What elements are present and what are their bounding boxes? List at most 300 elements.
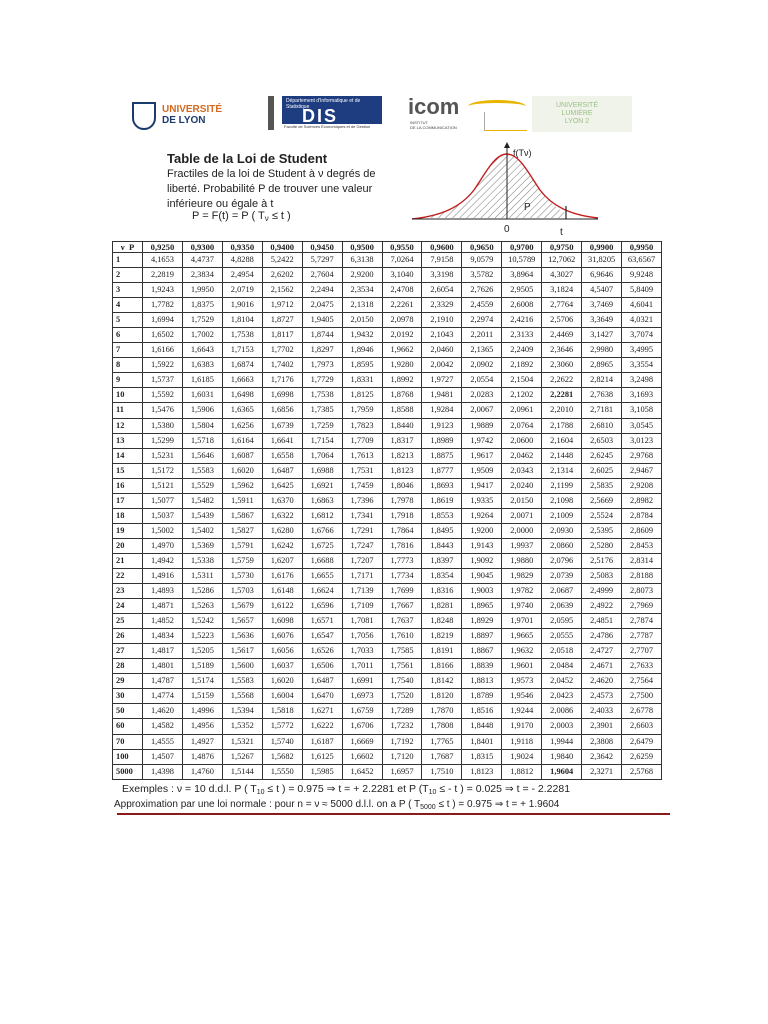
dof-cell: 100 — [113, 749, 143, 764]
value-cell: 2,0600 — [502, 433, 542, 448]
value-cell: 1,7823 — [342, 418, 382, 433]
value-cell: 2,0555 — [542, 629, 582, 644]
column-header: 0,9750 — [542, 242, 582, 253]
value-cell: 2,0484 — [542, 659, 582, 674]
value-cell: 1,5121 — [143, 478, 183, 493]
value-cell: 1,5583 — [182, 463, 222, 478]
value-cell: 1,5737 — [143, 373, 183, 388]
value-cell: 1,6004 — [262, 689, 302, 704]
value-cell: 1,7120 — [382, 749, 422, 764]
value-cell: 1,4927 — [182, 734, 222, 749]
value-cell: 2,7969 — [622, 599, 662, 614]
value-cell: 1,7870 — [422, 704, 462, 719]
value-cell: 1,8142 — [422, 674, 462, 689]
value-cell: 1,7232 — [382, 719, 422, 734]
definition-formula: P = F(t) = P ( $T_\nu \le t$ ) — [192, 210, 291, 223]
value-cell: 1,9782 — [502, 584, 542, 599]
dof-cell: 20 — [113, 538, 143, 553]
value-cell: 2,4033 — [582, 704, 622, 719]
value-cell: 1,7709 — [342, 433, 382, 448]
value-cell: 1,8875 — [422, 448, 462, 463]
value-cell: 7,9158 — [422, 253, 462, 268]
value-cell: 2,3133 — [502, 328, 542, 343]
value-cell: 1,6498 — [222, 388, 262, 403]
value-cell: 1,7531 — [342, 463, 382, 478]
value-cell: 1,6596 — [302, 599, 342, 614]
dof-cell: 8 — [113, 358, 143, 373]
value-cell: 1,9740 — [502, 599, 542, 614]
value-cell: 1,6643 — [182, 343, 222, 358]
value-cell: 2,0475 — [302, 298, 342, 313]
value-cell: 2,8188 — [622, 568, 662, 583]
value-cell: 1,6020 — [262, 674, 302, 689]
value-cell: 9,9248 — [622, 268, 662, 283]
dof-cell: 12 — [113, 418, 143, 433]
table-row — [113, 313, 662, 328]
value-cell: 4,0321 — [622, 313, 662, 328]
value-cell: 1,5550 — [262, 764, 302, 779]
value-cell: 3,0123 — [622, 433, 662, 448]
value-cell: 2,1202 — [502, 388, 542, 403]
table-row — [113, 674, 662, 689]
value-cell: 1,9045 — [462, 568, 502, 583]
value-cell: 1,8897 — [462, 629, 502, 644]
value-cell: 3,0545 — [622, 418, 662, 433]
value-cell: 2,1318 — [342, 298, 382, 313]
value-cell: 1,7341 — [342, 508, 382, 523]
value-cell: 1,9244 — [502, 704, 542, 719]
value-cell: 1,6526 — [302, 644, 342, 659]
value-cell: 2,7874 — [622, 614, 662, 629]
value-cell: 3,4995 — [622, 343, 662, 358]
value-cell: 2,2261 — [382, 298, 422, 313]
dof-cell: 18 — [113, 508, 143, 523]
value-cell: 1,6874 — [222, 358, 262, 373]
value-cell: 1,6991 — [342, 674, 382, 689]
dof-cell: 17 — [113, 493, 143, 508]
value-cell: 1,7139 — [342, 584, 382, 599]
value-cell: 1,6098 — [262, 614, 302, 629]
value-cell: 2,2819 — [143, 268, 183, 283]
value-cell: 2,4559 — [462, 298, 502, 313]
value-cell: 1,9617 — [462, 448, 502, 463]
value-cell: 1,5867 — [222, 508, 262, 523]
value-cell: 1,5476 — [143, 403, 183, 418]
value-cell: 2,5835 — [582, 478, 622, 493]
value-cell: 1,6988 — [302, 463, 342, 478]
value-cell: 1,9840 — [542, 749, 582, 764]
column-header: 0,9250 — [143, 242, 183, 253]
value-cell: 2,6202 — [262, 268, 302, 283]
dof-cell: 7 — [113, 343, 143, 358]
value-cell: 2,2622 — [542, 373, 582, 388]
value-cell: 5,2422 — [262, 253, 302, 268]
value-cell: 1,7259 — [302, 418, 342, 433]
table-row — [113, 629, 662, 644]
value-cell: 1,6176 — [262, 568, 302, 583]
dof-cell: 13 — [113, 433, 143, 448]
value-cell: 4,1653 — [143, 253, 183, 268]
value-cell: 2,7500 — [622, 689, 662, 704]
value-cell: 2,3901 — [582, 719, 622, 734]
value-cell: 1,7459 — [342, 478, 382, 493]
table-row — [113, 523, 662, 538]
value-cell: 1,5380 — [143, 418, 183, 433]
value-cell: 1,9742 — [462, 433, 502, 448]
value-cell: 1,9950 — [182, 283, 222, 298]
table-row — [113, 283, 662, 298]
value-cell: 2,5669 — [582, 493, 622, 508]
value-cell: 1,8946 — [342, 343, 382, 358]
value-cell: 2,2494 — [302, 283, 342, 298]
value-cell: 6,3138 — [342, 253, 382, 268]
value-cell: 2,5768 — [622, 764, 662, 779]
value-cell: 1,7540 — [382, 674, 422, 689]
logo-text: UNIVERSITÉ — [556, 102, 599, 109]
logo-strip — [128, 96, 640, 136]
value-cell: 1,7291 — [342, 523, 382, 538]
value-cell: 2,0796 — [542, 553, 582, 568]
dof-cell: 5 — [113, 313, 143, 328]
value-cell: 1,6957 — [382, 764, 422, 779]
value-cell: 1,7109 — [342, 599, 382, 614]
value-cell: 1,4774 — [143, 689, 183, 704]
value-cell: 1,6502 — [143, 328, 183, 343]
value-cell: 2,8982 — [622, 493, 662, 508]
value-cell: 1,5159 — [182, 689, 222, 704]
value-cell: 4,6041 — [622, 298, 662, 313]
value-cell: 1,8495 — [422, 523, 462, 538]
value-cell: 3,7469 — [582, 298, 622, 313]
value-cell: 1,6031 — [182, 388, 222, 403]
value-cell: 2,1892 — [502, 358, 542, 373]
value-cell: 1,4871 — [143, 599, 183, 614]
value-cell: 1,6641 — [262, 433, 302, 448]
value-cell: 4,5407 — [582, 283, 622, 298]
value-cell: 1,9573 — [502, 674, 542, 689]
value-cell: 1,9662 — [382, 343, 422, 358]
dof-cell: 6 — [113, 328, 143, 343]
crest-icon — [132, 102, 156, 130]
value-cell: 1,6998 — [262, 388, 302, 403]
value-cell: 3,1693 — [622, 388, 662, 403]
value-cell: 1,8375 — [182, 298, 222, 313]
value-cell: 1,7585 — [382, 644, 422, 659]
value-cell: 2,9208 — [622, 478, 662, 493]
value-cell: 1,4876 — [182, 749, 222, 764]
value-cell: 1,7538 — [222, 328, 262, 343]
value-cell: 3,3198 — [422, 268, 462, 283]
value-cell: 1,7385 — [302, 403, 342, 418]
value-cell: 1,8789 — [462, 689, 502, 704]
graph-area-label: P — [524, 202, 531, 213]
value-cell: 1,5286 — [182, 584, 222, 599]
value-cell: 3,8964 — [502, 268, 542, 283]
value-cell: 4,8288 — [222, 253, 262, 268]
value-cell: 2,4573 — [582, 689, 622, 704]
value-cell: 1,9509 — [462, 463, 502, 478]
logo-text: DIS — [302, 106, 339, 126]
value-cell: 1,9889 — [462, 418, 502, 433]
table-row — [113, 764, 662, 779]
value-cell: 2,0283 — [462, 388, 502, 403]
value-cell: 1,6122 — [262, 599, 302, 614]
value-cell: 1,4852 — [143, 614, 183, 629]
table-row — [113, 644, 662, 659]
value-cell: 2,9980 — [582, 343, 622, 358]
value-cell: 1,6365 — [222, 403, 262, 418]
value-cell: 1,8839 — [462, 659, 502, 674]
value-cell: 2,2281 — [542, 388, 582, 403]
value-cell: 1,6766 — [302, 523, 342, 538]
value-cell: 2,5706 — [542, 313, 582, 328]
value-cell: 2,7638 — [582, 388, 622, 403]
value-cell: 1,5002 — [143, 523, 183, 538]
value-cell: 1,7289 — [382, 704, 422, 719]
value-cell: 1,8397 — [422, 553, 462, 568]
value-cell: 1,5338 — [182, 553, 222, 568]
table-row — [113, 433, 662, 448]
value-cell: 1,7192 — [382, 734, 422, 749]
value-cell: 1,6655 — [302, 568, 342, 583]
value-cell: 2,0067 — [462, 403, 502, 418]
value-cell: 1,6271 — [302, 704, 342, 719]
value-cell: 1,9016 — [222, 298, 262, 313]
value-cell: 2,6810 — [582, 418, 622, 433]
value-cell: 2,1504 — [502, 373, 542, 388]
value-cell: 1,5679 — [222, 599, 262, 614]
value-cell: 1,8317 — [382, 433, 422, 448]
value-cell: 1,6020 — [222, 463, 262, 478]
value-cell: 1,8191 — [422, 644, 462, 659]
value-cell: 1,9264 — [462, 508, 502, 523]
value-cell: 3,7074 — [622, 328, 662, 343]
value-cell: 2,1199 — [542, 478, 582, 493]
dof-cell: 23 — [113, 584, 143, 599]
value-cell: 1,7081 — [342, 614, 382, 629]
table-row — [113, 584, 662, 599]
value-cell: 1,6056 — [262, 644, 302, 659]
table-row — [113, 599, 662, 614]
dof-cell: 2 — [113, 268, 143, 283]
value-cell: 1,7176 — [262, 373, 302, 388]
value-cell: 1,4507 — [143, 749, 183, 764]
value-cell: 2,4786 — [582, 629, 622, 644]
value-cell: 1,6994 — [143, 313, 183, 328]
value-cell: 2,6008 — [502, 298, 542, 313]
column-header: 0,9650 — [462, 242, 502, 253]
value-cell: 1,5311 — [182, 568, 222, 583]
value-cell: 2,0000 — [502, 523, 542, 538]
value-cell: 1,8166 — [422, 659, 462, 674]
dof-cell: 50 — [113, 704, 143, 719]
column-header: 0,9700 — [502, 242, 542, 253]
value-cell: 2,0150 — [502, 493, 542, 508]
value-cell: 1,7808 — [422, 719, 462, 734]
value-cell: 1,9118 — [502, 734, 542, 749]
value-cell: 2,0930 — [542, 523, 582, 538]
value-cell: 1,4555 — [143, 734, 183, 749]
value-cell: 1,8588 — [382, 403, 422, 418]
value-cell: 1,9701 — [502, 614, 542, 629]
dof-cell: 1 — [113, 253, 143, 268]
value-cell: 1,7056 — [342, 629, 382, 644]
value-cell: 1,9546 — [502, 689, 542, 704]
value-cell: 1,9284 — [422, 403, 462, 418]
dof-cell: 21 — [113, 553, 143, 568]
value-cell: 1,8046 — [382, 478, 422, 493]
value-cell: 1,6470 — [302, 689, 342, 704]
value-cell: 1,5759 — [222, 553, 262, 568]
value-cell: 2,4999 — [582, 584, 622, 599]
value-cell: 1,4834 — [143, 629, 183, 644]
value-cell: 1,5682 — [262, 749, 302, 764]
table-row — [113, 268, 662, 283]
value-cell: 2,0460 — [422, 343, 462, 358]
value-cell: 1,7613 — [342, 448, 382, 463]
value-cell: 1,4398 — [143, 764, 183, 779]
value-cell: 1,5369 — [182, 538, 222, 553]
value-cell: 2,6503 — [582, 433, 622, 448]
value-cell: 1,6185 — [182, 373, 222, 388]
value-cell: 1,9604 — [542, 764, 582, 779]
value-cell: 2,2409 — [502, 343, 542, 358]
value-cell: 1,5144 — [222, 764, 262, 779]
value-cell: 1,5772 — [262, 719, 302, 734]
value-cell: 1,4916 — [143, 568, 183, 583]
value-cell: 2,9505 — [502, 283, 542, 298]
value-cell: 1,6256 — [222, 418, 262, 433]
value-cell: 31,8205 — [582, 253, 622, 268]
value-cell: 1,7699 — [382, 584, 422, 599]
table-row — [113, 553, 662, 568]
value-cell: 1,7610 — [382, 629, 422, 644]
example-line: Exemples : ν = 10 d.d.l. P ( T10 ≤ t ) = 0.975 ⇒ t = + 2.2281 et P (T10 ≤ - t ) = 0.025 ⇒ t = - 2.2281 — [122, 783, 571, 796]
value-cell: 1,6383 — [182, 358, 222, 373]
value-cell: 1,4787 — [143, 674, 183, 689]
value-cell: 1,5352 — [222, 719, 262, 734]
value-cell: 2,1043 — [422, 328, 462, 343]
value-cell: 2,1910 — [422, 313, 462, 328]
value-cell: 1,6856 — [262, 403, 302, 418]
dof-cell: 26 — [113, 629, 143, 644]
value-cell: 1,8331 — [342, 373, 382, 388]
value-cell: 4,3027 — [542, 268, 582, 283]
value-cell: 1,6370 — [262, 493, 302, 508]
value-cell: 2,0192 — [382, 328, 422, 343]
value-cell: 1,5740 — [262, 734, 302, 749]
value-cell: 1,9417 — [462, 478, 502, 493]
value-cell: 1,6166 — [143, 343, 183, 358]
column-header: 0,9550 — [382, 242, 422, 253]
value-cell: 1,8777 — [422, 463, 462, 478]
value-cell: 2,0452 — [542, 674, 582, 689]
dof-cell: 15 — [113, 463, 143, 478]
value-cell: 2,0071 — [502, 508, 542, 523]
table-row — [113, 298, 662, 313]
table-row — [113, 373, 662, 388]
value-cell: 2,0042 — [422, 358, 462, 373]
value-cell: 1,5818 — [262, 704, 302, 719]
page-title: Table de la Loi de Student — [167, 151, 328, 166]
column-header: 0,9900 — [582, 242, 622, 253]
value-cell: 1,5962 — [222, 478, 262, 493]
value-cell: 1,6759 — [342, 704, 382, 719]
value-cell: 4,4737 — [182, 253, 222, 268]
value-cell: 2,4727 — [582, 644, 622, 659]
table-row — [113, 493, 662, 508]
dof-cell: 27 — [113, 644, 143, 659]
table-row — [113, 689, 662, 704]
table-row — [113, 659, 662, 674]
value-cell: 1,8693 — [422, 478, 462, 493]
value-cell: 3,5782 — [462, 268, 502, 283]
page-description: Fractiles de la loi de Student à ν degrés de liberté. Probabilité P de trouver une valeur inférieure ou égale à t — [167, 168, 376, 210]
value-cell: 63,6567 — [622, 253, 662, 268]
value-cell: 1,5906 — [182, 403, 222, 418]
value-cell: 2,1365 — [462, 343, 502, 358]
value-cell: 1,5718 — [182, 433, 222, 448]
value-cell: 1,5077 — [143, 493, 183, 508]
value-cell: 1,8989 — [422, 433, 462, 448]
value-cell: 1,9280 — [382, 358, 422, 373]
value-cell: 2,3060 — [542, 358, 582, 373]
table-row — [113, 568, 662, 583]
value-cell: 1,8123 — [382, 463, 422, 478]
value-cell: 2,4620 — [582, 674, 622, 689]
value-cell: 2,9200 — [342, 268, 382, 283]
logo-text: LUMIÈRE — [561, 110, 593, 117]
value-cell: 1,5321 — [222, 734, 262, 749]
value-cell: 3,1824 — [542, 283, 582, 298]
value-cell: 1,5646 — [182, 448, 222, 463]
value-cell: 5,8409 — [622, 283, 662, 298]
table-row — [113, 704, 662, 719]
value-cell: 1,7510 — [422, 764, 462, 779]
value-cell: 1,9143 — [462, 538, 502, 553]
value-cell: 1,8281 — [422, 599, 462, 614]
value-cell: 2,1604 — [542, 433, 582, 448]
column-header: 0,9500 — [342, 242, 382, 253]
dof-cell: 11 — [113, 403, 143, 418]
logo-text: Faculté de Sciences Économiques et de Gestion — [284, 124, 371, 129]
value-cell: 1,8440 — [382, 418, 422, 433]
value-cell: 1,6921 — [302, 478, 342, 493]
value-cell: 2,0343 — [502, 463, 542, 478]
value-cell: 2,0739 — [542, 568, 582, 583]
value-cell: 1,5600 — [222, 659, 262, 674]
value-cell: 2,0595 — [542, 614, 582, 629]
value-cell: 2,4954 — [222, 268, 262, 283]
value-cell: 1,8117 — [262, 328, 302, 343]
dof-cell: 19 — [113, 523, 143, 538]
value-cell: 1,5394 — [222, 704, 262, 719]
value-cell: 1,5911 — [222, 493, 262, 508]
value-cell: 1,6669 — [342, 734, 382, 749]
value-cell: 1,6706 — [342, 719, 382, 734]
value-cell: 1,6076 — [262, 629, 302, 644]
value-cell: 2,9467 — [622, 463, 662, 478]
icom-logo — [404, 96, 528, 134]
value-cell: 1,8768 — [382, 388, 422, 403]
value-cell: 2,5395 — [582, 523, 622, 538]
value-cell: 1,8316 — [422, 584, 462, 599]
value-cell: 1,6739 — [262, 418, 302, 433]
value-cell: 1,8727 — [262, 313, 302, 328]
value-cell: 1,4942 — [143, 553, 183, 568]
value-cell: 2,3808 — [582, 734, 622, 749]
value-cell: 1,6973 — [342, 689, 382, 704]
